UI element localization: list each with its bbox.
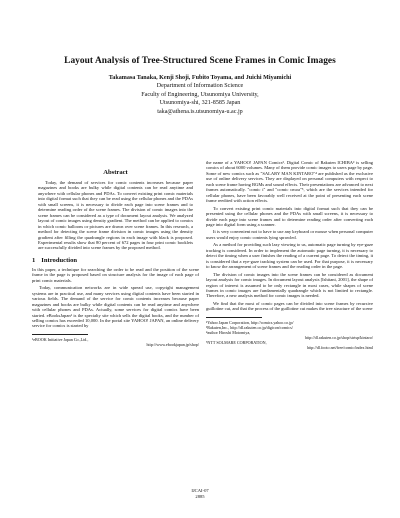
body-paragraph-5: The division of comic images into the scene frames can be considered as document layout analysis for comic images. In document layout analysis [Ishitani, 2001], the shape of region of interest is assumed to be only rectangle in most cases, while shapes of scene frames in comic images are fundamentally quadrangle which is not limited to rectangle. Therefore, a new analysis method for comic images is needed. [206,271,373,299]
paper-title: Layout Analysis of Tree-Structured Scene Frames in Comic Images [64,56,336,66]
right-column [206,160,373,350]
footnote-1-url: http://www.ebookjapan.jp/shop/ [146,341,199,347]
body-paragraph-6: We find that the most of comic pages can be divided into scene frames by recursive guillotine cut, and that the process of the guillotine cut makes the tree structure of the scene [206,300,373,312]
section-number: 1 [32,256,36,264]
body-paragraph-2: To convert existing print comic materials into digital format such that they can be presented using the cellular phones and the PDAs with small screens, it is necessary to divide each page into scene frames and to determine reading order after converting each page into digital form using a scanner. [206,205,373,227]
body-paragraph-4: As a method for providing such lazy viewing to us, automatic page turning by eye-gaze tracking is considered. In order to implement the automatic page turning, it is necessary to detect the timing when a user finishes the reading of a current page. To detect the timing, it is considered that a eye-gaze tracking system can be used. For that purpose, it is necessary to know the arrangement of scene frames and the reading order in the page. [206,242,373,270]
section-heading-introduction [32,257,199,264]
footnote-4-url: http://dl.rakuten.co.jp/shop/strtsp/kintaro/ [304,334,373,340]
abstract-heading: Abstract [103,169,128,176]
left-column [32,163,199,347]
page-number: 2885 [195,494,205,499]
footnote-5: ⁵NTT SOLMARE CORPORATION, [206,339,267,345]
abstract-text: Today, the demand of services for comic contents increases because paper magazines and books are bulky while digital contents can be read anytime and anywhere with cellular phones and PDAs. To convert existing print comic materials into digital format such that they can be read using the cellular phones and the PDAs with small screens, it is necessary to divide each page into scene frames and to determine reading order of the scene frames. The division of comic images into the scene frames can be considered as a type of document layout analysis. We analyzed layout of comic images using density gradient. The method can be applied to comics in which comic balloons or pictures are drawn over scene frames. In this research, a method for detecting the scene frame division in comic images using the density gradient after filling the quadrangle regions in each image with black is proposed. Experimental results show that 80 percent of 672 pages in four print comic booklets are successfully divided into scene frames by the proposed method. [38,180,193,251]
faculty: Faculty of Engineering, Utsunomiya University, [141,91,259,98]
author-names: Takamasa Tanaka, Kenji Shoji, Fubito Toyama, and Juichi Miyamichi [108,75,292,81]
body-paragraph-3: It is very convenient not to have to use any keyboard or mouse when personal computer users would enjoy comic contents lying sprawled. [206,229,373,240]
address: Utsunomiya-shi, 321-8585 Japan [159,100,241,107]
footnote-divider [206,317,262,318]
footnote-5-url: http://dl.footo.net/free/comic/index.html [306,344,373,350]
footnote-2: ²Yahoo Japan Corporation, http://comics.yahoo.co.jp/ [206,319,294,325]
body-paragraph-1: the name of a YAHOO! JAPAN Comics². Digital Comic of Rakuten ICHIBA³ is selling comics of about 6000 volumes. Many of them provide comic images to users page by page. Some of new comics such as "SALARY MAN KINTARO"⁴ are published as the exclusive use of online delivery services. They are displayed on personal computers with respect to each scene frame having BGMs and sound effects. Their presentations are advanced to next frames automatically. "comic i" and "comic cmoa"⁵, which are the services intended for cellular phones, have been favorably well received at the point of presenting each scene frame reedited with action effects. [206,160,373,204]
department: Department of Information Science [156,83,244,90]
conference-footer: IJCAI-07 [191,488,209,493]
section-title: Introduction [41,256,78,264]
footnote-3: ³Rakuten,Inc., http://dl.rakuten.co.jp/digicon/comics/ [206,324,293,330]
author-block [0,74,400,116]
footnote-4: ⁴author Hiroshi Motomiya, [206,329,251,335]
intro-paragraph-2: Today, communication networks are in wide spread use, copyright management systems are in practical use, and many services using digital contents have been started in various fields. The demand of the service for comic contents increases because paper magazines and books are bulky while digital contents can be read anytime and anywhere with cellular phones and PDAs. Actually, some services for digital comics have been started. eBooksJapan¹ is the specialty site which sells the digital books, and the number of selling comics has exceeded 10,000. In the portal site YAHOO! JAPAN, an online delivery service for comics is started by [32,285,199,329]
intro-paragraph-1: In this paper, a technique for searching the order to be read and the position of the scene frame in the page is proposed based on structure analysis for the image of each page of print comic materials. [32,266,199,283]
email: taka@athena.is.utsunomiya-u.ac.jp [157,108,243,115]
footnote-1: ¹eBOOK Initiative Japan Co.,Ltd., [32,336,89,342]
footnote-divider [32,334,88,335]
